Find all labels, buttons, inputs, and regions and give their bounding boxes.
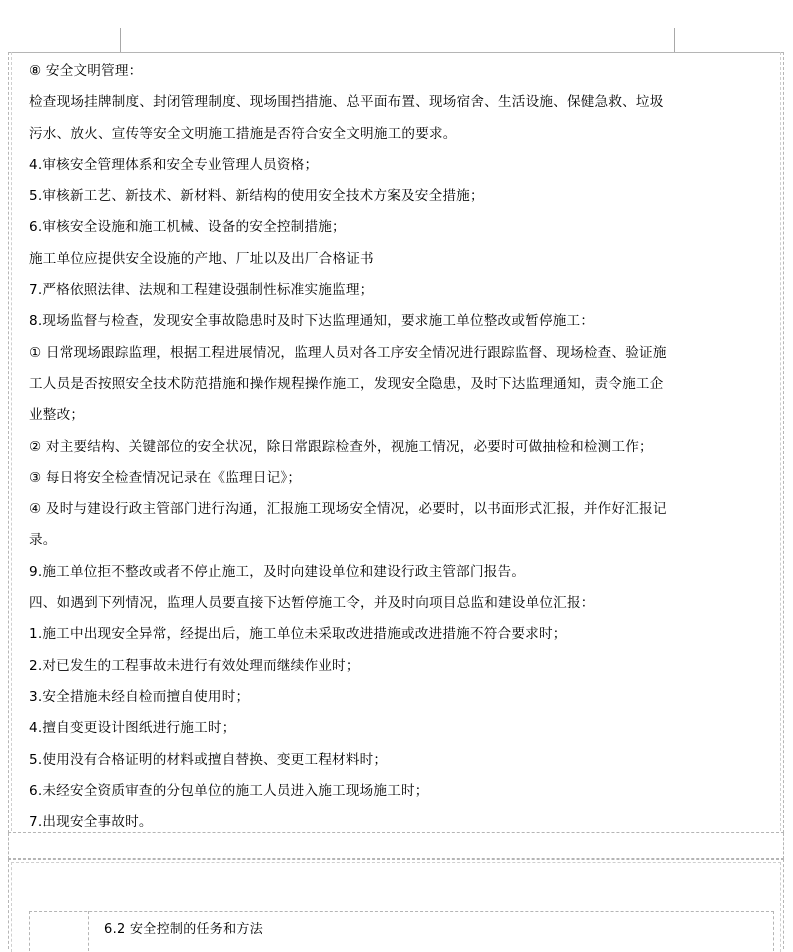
paragraph-line: 4.审核安全管理体系和安全专业管理人员资格； [29,156,319,173]
paragraph-line: 7.出现安全事故时。 [29,814,153,831]
crop-mark-right [674,28,675,52]
paragraph-line: 检查现场挂牌制度、封闭管理制度、现场围挡措施、总平面布置、现场宿舍、生活设施、保健急救、垃圾 [29,94,664,111]
paragraph-line: ④ 及时与建设行政主管部门进行沟通，汇报施工现场安全情况，必要时，以书面形式汇报，并作好汇报记 [29,501,667,518]
paragraph-line: 施工单位应提供安全设施的产地、厂址以及出厂合格证书 [29,250,374,267]
paragraph-line: 1.施工中出现安全异常，经提出后，施工单位未采取改进措施或改进措施不符合要求时； [29,626,567,643]
section-table-divider [88,911,89,951]
paragraph-line: 4.擅自变更设计图纸进行施工时； [29,720,236,737]
paragraph-line: 6.审核安全设施和施工机械、设备的安全控制措施； [29,219,346,236]
paragraph-line: 5.使用没有合格证明的材料或擅自替换、变更工程材料时； [29,751,388,768]
paragraph-line: 5.审核新工艺、新技术、新材料、新结构的使用安全技术方案及安全措施； [29,188,484,205]
page-break-band [8,833,784,859]
document-body [29,56,774,838]
section-heading: 6.2 安全控制的任务和方法 [104,922,264,937]
paragraph-line: 污水、放火、宣传等安全文明施工措施是否符合安全文明施工的要求。 [29,125,457,142]
paragraph-line: 7.严格依照法律、法规和工程建设强制性标准实施监理； [29,282,374,299]
paragraph-line: ② 对主要结构、关键部位的安全状况，除日常跟踪检查外，视施工情况，必要时可做抽检和检测工作； [29,438,653,455]
paragraph-line: 9.施工单位拒不整改或者不停止施工，及时向建设单位和建设行政主管部门报告。 [29,563,526,580]
paragraph-line: ⑧ 安全文明管理： [29,63,143,79]
paragraph-line: 工人员是否按照安全技术防范措施和操作规程操作施工，发现安全隐患，及时下达监理通知，责令施工企 [29,375,664,392]
paragraph-line: ③ 每日将安全检查情况记录在《监理日记》； [29,469,302,486]
paragraph-line: 录。 [29,532,57,549]
paragraph-line: 3.安全措施未经自检而擅自使用时； [29,688,250,705]
paragraph-line: ① 日常现场跟踪监理，根据工程进展情况，监理人员对各工序安全情况进行跟踪监督、现场检查、验证施 [29,344,667,361]
paragraph-line: 业整改； [29,407,85,424]
paragraph-line: 8.现场监督与检查，发现安全事故隐患时及时下达监理通知，要求施工单位整改或暂停施工： [29,313,595,330]
paragraph-line: 2.对已发生的工程事故未进行有效处理而继续作业时； [29,657,360,674]
paragraph-line: 四、如遇到下列情况，监理人员要直接下达暂停施工令，并及时向项目总监和建设单位汇报： [29,595,595,612]
paragraph-line: 6.未经安全资质审查的分包单位的施工人员进入施工现场施工时； [29,782,429,799]
crop-mark-left [120,28,121,52]
